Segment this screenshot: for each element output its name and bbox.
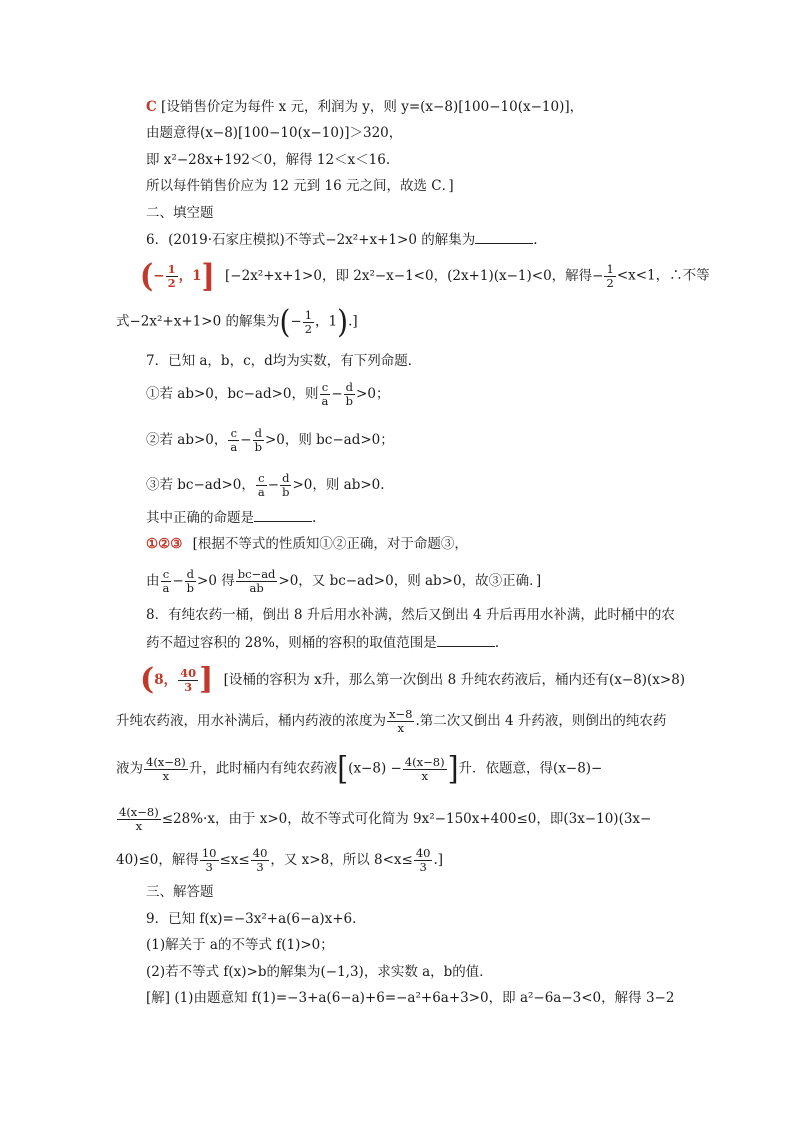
answer-blank — [475, 231, 533, 244]
question-7: 7．已知 a，b，c，d均为实数，有下列命题． — [146, 353, 422, 369]
question-8-explain-5: 40)≤0，解得 $\frac{10}{3}$ ≤x≤ $\frac{40}{3}$ ，又 x>8，所以 8<x≤ $\frac{40}{3}$ .] — [116, 846, 444, 874]
answer-blank — [254, 509, 312, 522]
text-line-2: 由题意得(x−8)[100−10(x−10)]＞320， — [146, 125, 403, 141]
question-9-solution: [解] (1)由题意知 f(1)=−3+a(6−a)+6=−a²+6a+3>0，即 a²−6a−3<0，解得 3−2 — [146, 990, 675, 1006]
answer-line-1: C [设销售价定为每件 x 元，利润为 y，则 y=(x−8)[100−10(x−10)]， — [146, 99, 584, 115]
proposition-2: ②若 ab>0， $\frac{c}{a}$ − $\frac{d}{b}$ >0，则 bc−ad>0； — [146, 426, 394, 454]
text-line-4: 所以每件销售价应为 12 元到 16 元之间，故选 C．] — [146, 178, 454, 194]
question-9-part-2: (2)若不等式 f(x)>b的解集为(−1,3)，求实数 a，b的值． — [146, 964, 493, 980]
question-7-answer-line: ①②③ [根据不等式的性质知①②正确，对于命题③， — [146, 536, 468, 552]
text-line-3: 即 x²−28x+192＜0，解得 12＜x＜16. — [146, 152, 391, 168]
question-8-line-1: 8．有纯农药一桶，倒出 8 升后用水补满，然后又倒出 4 升后再用水补满，此时桶中的农 — [146, 607, 675, 623]
question-6: 6．(2019·石家庄模拟)不等式−2x²+x+1>0 的解集为 . — [146, 232, 538, 248]
question-6-explain-cont: 式−2x²+x+1>0 的解集为(− $\frac{1}{2}$ ，1).] — [116, 302, 358, 341]
proposition-1: ①若 ab>0，bc−ad>0，则 $\frac{c}{a}$ − $\frac{d}{b}$ >0； — [146, 380, 390, 408]
question-7-answer: ①②③ — [146, 536, 183, 552]
question-8-explain-4: $\frac{4(x-8)}{x}$ ≤28%·x，由于 x>0，故不等式可化简为 9x²−150x+400≤0，即(3x−10)(3x− — [119, 805, 652, 833]
answer-label: C — [146, 99, 157, 115]
question-8-explain-2: 升纯农药液，用水补满后，桶内药液的浓度为 $\frac{x-8}{x}$ .第二次又倒出 4 升药液，则倒出的纯农药 — [116, 707, 667, 735]
question-6-answer-line: (− $\frac{1}{2}$ ，1] [−2x²+x+1>0，即 2x²−x−1<0，(2x+1)(x−1)<0，解得− $\frac{1}{2}$ <x<1，∴不等 — [140, 256, 710, 295]
question-8-answer: (8， $\frac{40}{3}$ ] — [140, 662, 214, 697]
question-8-explain-3: 液为 $\frac{4(x-8)}{x}$ 升，此时桶内有纯农药液[(x−8) − $\frac{4(x-8)}{x}$ ]升．依题意，得(x−8)− — [116, 749, 603, 788]
question-8-answer-line: (8， $\frac{40}{3}$ ] [设桶的容积为 x升，那么第一次倒出 8 升纯农药液后，桶内还有(x−8)(x>8) — [140, 662, 686, 697]
question-6-answer: (− $\frac{1}{2}$ ，1] — [140, 256, 215, 295]
section-heading-fill-blank: 二、填空题 — [146, 205, 214, 221]
proposition-3: ③若 bc−ad>0， $\frac{c}{a}$ − $\frac{d}{b}$ >0，则 ab>0. — [146, 471, 385, 499]
section-heading-solve: 三、解答题 — [146, 884, 214, 900]
question-7-explain-cont: 由 $\frac{c}{a}$ − $\frac{d}{b}$ >0 得 $\frac{bc-ad}{ab}$ >0，又 bc−ad>0，则 ab>0，故③正确．] — [146, 567, 542, 595]
question-8-line-2: 药不超过容积的 28%，则桶的容积的取值范围是 . — [146, 635, 500, 651]
question-9: 9．已知 f(x)=−3x²+a(6−a)x+6. — [146, 911, 357, 927]
question-9-part-1: (1)解关于 a的不等式 f(1)>0； — [146, 937, 334, 953]
question-7-ask: 其中正确的命题是 . — [146, 510, 317, 526]
answer-blank — [437, 634, 495, 647]
